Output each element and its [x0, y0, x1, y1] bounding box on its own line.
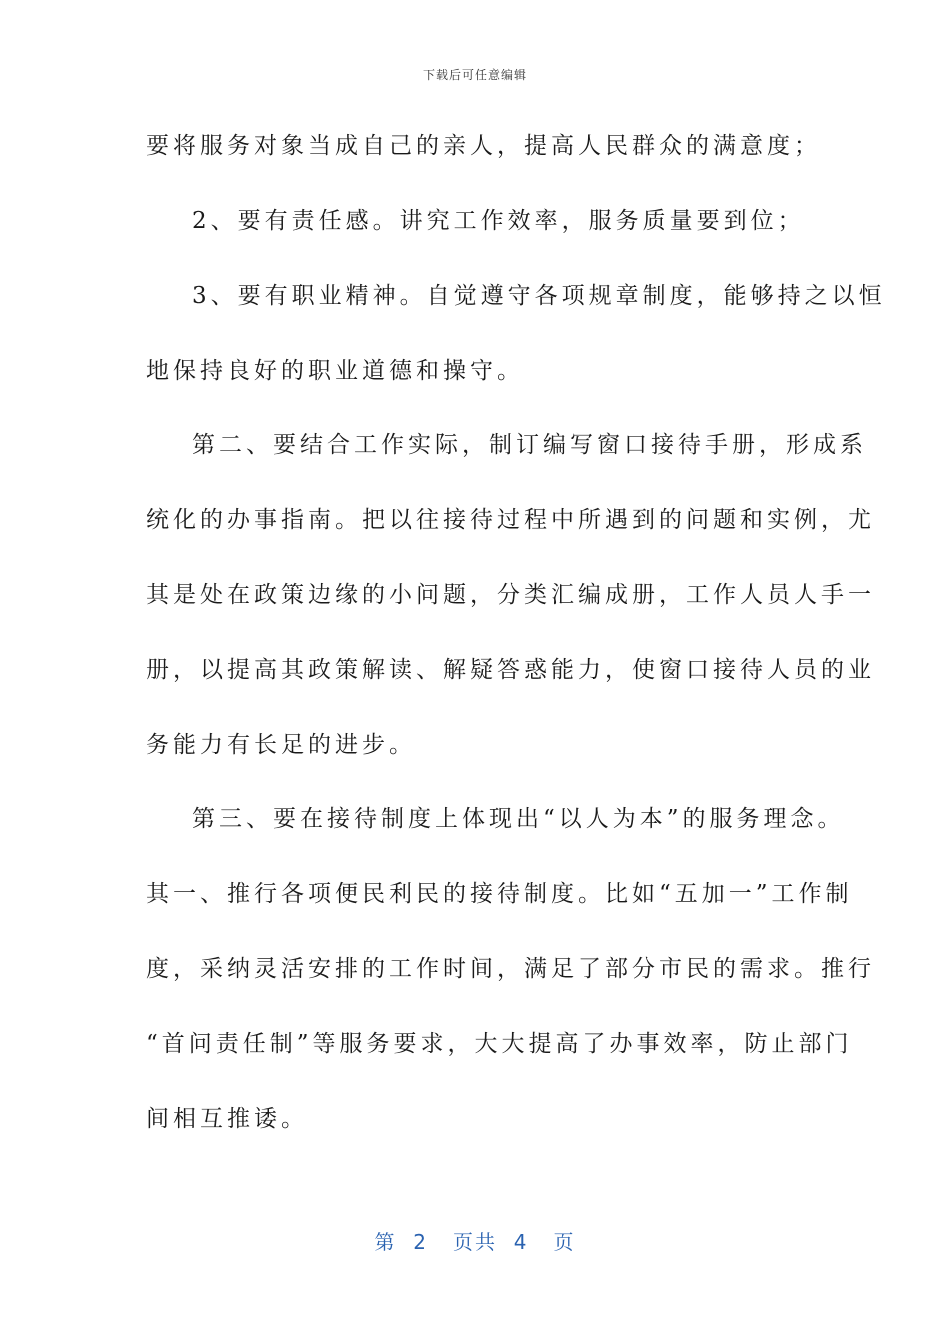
paragraph-line: 3、要有职业精神。自觉遵守各项规章制度，能够持之以恒 [192, 283, 886, 309]
paragraph-line: 第三、要在接待制度上体现出“以人为本”的服务理念。 [192, 806, 845, 832]
paragraph-line: 2、要有责任感。讲究工作效率，服务质量要到位； [192, 208, 805, 234]
paragraph-line: 地保持良好的职业道德和操守。 [146, 358, 524, 384]
header-note: 下载后可任意编辑 [422, 68, 527, 82]
paragraph-line: 度，采纳灵活安排的工作时间，满足了部分市民的需求。推行 [146, 956, 875, 982]
paragraph-line: “首问责任制”等服务要求，大大提高了办事效率，防止部门 [146, 1031, 853, 1057]
page-number-footer: 第 2 页共 4 页 [374, 1230, 576, 1254]
paragraph-line: 第二、要结合工作实际，制订编写窗口接待手册，形成系 [192, 432, 867, 458]
paragraph-line: 务能力有长足的进步。 [146, 732, 416, 758]
paragraph-line: 要将服务对象当成自己的亲人，提高人民群众的满意度； [146, 133, 821, 159]
paragraph-line: 册，以提高其政策解读、解疑答惑能力，使窗口接待人员的业 [146, 657, 875, 683]
paragraph-line: 其是处在政策边缘的小问题，分类汇编成册，工作人员人手一 [146, 582, 875, 608]
paragraph-line: 其一、推行各项便民利民的接待制度。比如“五加一”工作制 [146, 881, 853, 907]
paragraph-line: 间相互推诿。 [146, 1106, 308, 1132]
paragraph-line: 统化的办事指南。把以往接待过程中所遇到的问题和实例，尤 [146, 507, 875, 533]
